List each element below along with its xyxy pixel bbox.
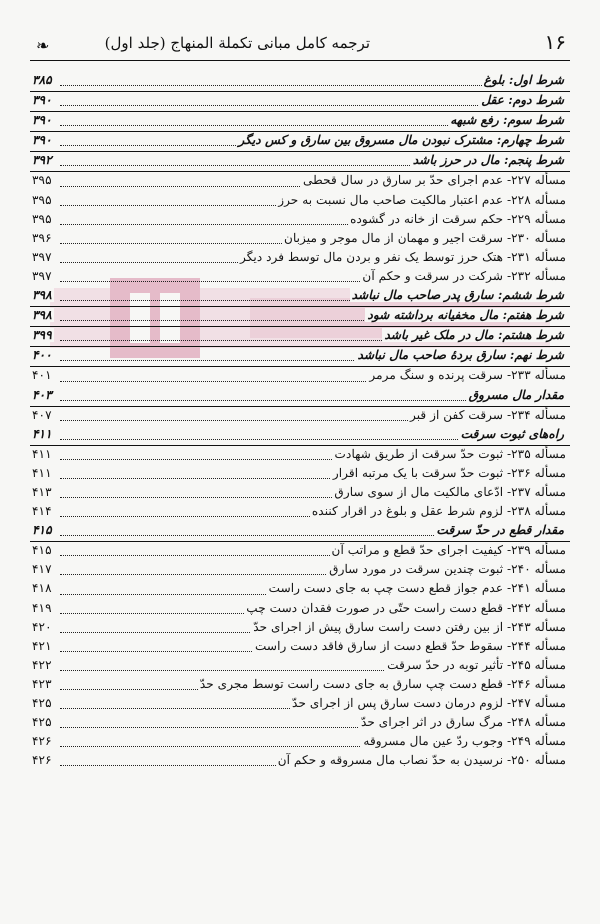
toc-entry-label: شرط هشتم: مال در ملک غیر باشد	[384, 328, 564, 343]
toc-entry-page: ۳۹۰	[32, 113, 52, 128]
toc-item-row	[30, 211, 570, 230]
page-header	[30, 28, 570, 58]
toc-entry-label: مسأله ۲۴۳- از بین رفتن دست راست سارق پیش از اجرای حدّ	[253, 619, 566, 634]
toc-entry-page: ۴۲۳	[32, 676, 52, 691]
toc-item-row	[30, 446, 570, 465]
toc-section-row	[30, 112, 570, 132]
toc-entry-page: ۴۱۳	[32, 484, 52, 499]
toc-entry-page: ۳۹۹	[32, 328, 52, 343]
toc-item-row	[30, 657, 570, 676]
toc-entry-label: مسأله ۲۴۶- قطع دست چپ سارق به جای دست راست توسط مجری حدّ	[199, 676, 566, 691]
toc-entry-label: مسأله ۲۳۰- سرقت اجیر و مهمان از مال موجر و میزبان	[284, 230, 566, 245]
toc-entry-label: مسأله ۲۴۹- وجوب ردّ عین مال مسروقه	[363, 734, 566, 749]
toc-item-row	[30, 407, 570, 426]
toc-entry-label: مسأله ۲۲۹- حکم سرقت از خانه در گشوده	[350, 211, 566, 226]
toc-item-row	[30, 619, 570, 638]
toc-section-row	[30, 347, 570, 367]
running-title: ترجمه کامل مبانی تکملة المنهاج (جلد اول)	[104, 34, 370, 52]
toc-item-row	[30, 561, 570, 580]
toc-entry-page: ۴۲۰	[32, 619, 52, 634]
toc-item-row	[30, 752, 570, 771]
toc-entry-label: مسأله ۲۳۴- سرقت کفن از قبر	[410, 407, 566, 422]
toc-item-row	[30, 695, 570, 714]
toc-entry-page: ۳۹۲	[32, 153, 52, 168]
toc-entry-page: ۴۱۵	[32, 523, 52, 538]
toc-entry-label: مقدار مال مسروق	[468, 387, 564, 402]
toc-item-row	[30, 638, 570, 657]
toc-entry-page: ۴۱۸	[32, 581, 52, 596]
toc-section-row	[30, 522, 570, 542]
toc-entry-page: ۳۹۷	[32, 249, 52, 264]
toc-entry-page: ۴۲۵	[32, 696, 52, 710]
toc-entry-page: ۴۱۴	[32, 504, 52, 519]
toc-entry-page: ۴۰۰	[32, 348, 52, 363]
toc-entry-page: ۴۰۷	[32, 407, 52, 422]
toc-item-row	[30, 249, 570, 268]
toc-entry-page: ۳۹۵	[32, 173, 52, 188]
toc-item-row	[30, 192, 570, 211]
toc-item-row	[30, 230, 570, 249]
toc-entry-label: شرط اول: بلوغ	[483, 73, 564, 87]
toc-item-row	[30, 733, 570, 752]
toc-entry-page: ۴۲۲	[32, 657, 52, 672]
toc-entry-label: مقدار قطع در حدّ سرقت	[436, 523, 564, 538]
ornament-icon: ❧	[36, 36, 50, 55]
toc-entry-label: مسأله ۲۴۴- سقوط حدّ قطع دست از سارق فاقد دست راست	[254, 638, 566, 653]
toc-entry-page: ۴۱۷	[32, 562, 52, 577]
toc-item-row	[30, 714, 570, 733]
toc-entry-page: ۴۱۱	[32, 446, 52, 461]
toc-entry-label: مسأله ۲۲۸- عدم اعتبار مالکیت صاحب مال نسبت به حرز	[278, 192, 566, 207]
toc-entry-label: شرط دوم: عقل	[481, 93, 564, 108]
toc-item-row	[30, 676, 570, 695]
toc-item-row	[30, 503, 570, 522]
toc-entry-page: ۴۲۱	[32, 638, 52, 653]
toc-section-row	[30, 287, 570, 307]
toc-item-row	[30, 268, 570, 287]
toc-entry-page: ۳۹۷	[32, 268, 52, 283]
toc-entry-page: ۳۹۶	[32, 230, 52, 245]
toc-entry-page: ۳۹۰	[32, 133, 52, 148]
toc-entry-label: مسأله ۲۳۷- ادّعای مالکیت مال از سوی سارق	[334, 484, 566, 499]
toc-entry-page: ۳۹۸	[32, 288, 52, 303]
table-of-contents	[30, 72, 570, 771]
toc-entry-label: مسأله ۲۵۰- نرسیدن به حدّ نصاب مال مسروقه و حکم آن	[277, 753, 566, 768]
toc-entry-label: مسأله ۲۴۱- عدم جواز قطع دست چپ به جای دست راست	[268, 581, 566, 596]
toc-entry-page: ۳۹۵	[32, 192, 52, 207]
toc-entry-label: مسأله ۲۴۷- لزوم درمان دست سارق پس از اجرای حدّ	[292, 696, 566, 710]
toc-entry-label: شرط هفتم: مال مخفیانه برداشته شود	[367, 308, 564, 323]
toc-entry-page: ۴۱۱	[32, 465, 52, 480]
toc-entry-page: ۴۲۵	[32, 715, 52, 730]
toc-entry-page: ۴۱۵	[32, 543, 52, 558]
toc-entry-page: ۳۸۵	[32, 73, 52, 87]
toc-section-row	[30, 72, 570, 92]
toc-entry-label: مسأله ۲۳۱- هتک حرز توسط یک نفر و بردن مال توسط فرد دیگر	[239, 249, 566, 264]
toc-section-row	[30, 307, 570, 327]
toc-entry-label: مسأله ۲۳۹- کیفیت اجرای حدّ قطع و مراتب آن	[331, 543, 566, 558]
toc-entry-label: مسأله ۲۲۷- عدم اجرای حدّ بر سارق در سال قحطی	[302, 173, 566, 188]
toc-entry-label: مسأله ۲۳۸- لزوم شرط عقل و بلوغ در اقرار کننده	[311, 504, 566, 519]
toc-entry-label: مسأله ۲۴۵- تأثیر توبه در حدّ سرقت	[387, 657, 566, 672]
toc-item-row	[30, 465, 570, 484]
toc-section-row	[30, 132, 570, 152]
toc-item-row	[30, 580, 570, 599]
toc-entry-label: مسأله ۲۳۳- سرقت پرنده و سنگ مرمر	[369, 368, 566, 383]
toc-item-row	[30, 542, 570, 561]
toc-entry-label: مسأله ۲۳۵- ثبوت حدّ سرقت از طریق شهادت	[334, 446, 566, 461]
toc-item-row	[30, 600, 570, 619]
toc-entry-page: ۴۰۱	[32, 368, 52, 383]
toc-entry-label: مسأله ۲۴۲- قطع دست راست حتّی در صورت فقدان دست چپ	[246, 600, 566, 615]
toc-item-row	[30, 484, 570, 503]
toc-entry-label: شرط چهارم: مشترک نبودن مال مسروق بین سارق و کس دیگر	[238, 133, 564, 148]
toc-item-row	[30, 367, 570, 386]
toc-entry-page: ۳۹۰	[32, 93, 52, 108]
toc-entry-page: ۳۹۸	[32, 308, 52, 323]
toc-entry-label: مسأله ۲۴۸- مرگ سارق در اثر اجرای حدّ	[361, 715, 566, 730]
toc-entry-label: شرط پنجم: مال در حرز باشد	[412, 153, 564, 168]
toc-entry-label: راه‌های ثبوت سرقت	[460, 426, 564, 441]
toc-section-row	[30, 426, 570, 446]
toc-entry-page: ۳۹۵	[32, 211, 52, 226]
toc-item-row	[30, 172, 570, 191]
toc-entry-page: ۴۲۶	[32, 753, 52, 768]
toc-section-row	[30, 327, 570, 347]
toc-section-row	[30, 92, 570, 112]
header-rule	[30, 60, 570, 61]
toc-section-row	[30, 387, 570, 407]
toc-entry-label: مسأله ۲۳۲- شرکت در سرقت و حکم آن	[362, 268, 566, 283]
toc-entry-label: شرط نهم: سارق بردهٔ صاحب مال نباشد	[357, 348, 564, 363]
toc-entry-page: ۴۰۳	[32, 387, 52, 402]
toc-entry-label: مسأله ۲۳۶- ثبوت حدّ سرقت با یک مرتبه اقرار	[332, 465, 566, 480]
toc-entry-page: ۴۲۶	[32, 734, 52, 749]
toc-entry-page: ۴۱۹	[32, 600, 52, 615]
page-number: ۱۶	[544, 30, 566, 54]
toc-entry-page: ۴۱۱	[32, 426, 52, 441]
toc-section-row	[30, 152, 570, 172]
toc-entry-label: مسأله ۲۴۰- ثبوت چندین سرقت در مورد سارق	[329, 562, 566, 577]
toc-entry-label: شرط سوم: رفع شبهه	[450, 113, 564, 128]
toc-entry-label: شرط ششم: سارق پدر صاحب مال نباشد	[351, 288, 564, 303]
